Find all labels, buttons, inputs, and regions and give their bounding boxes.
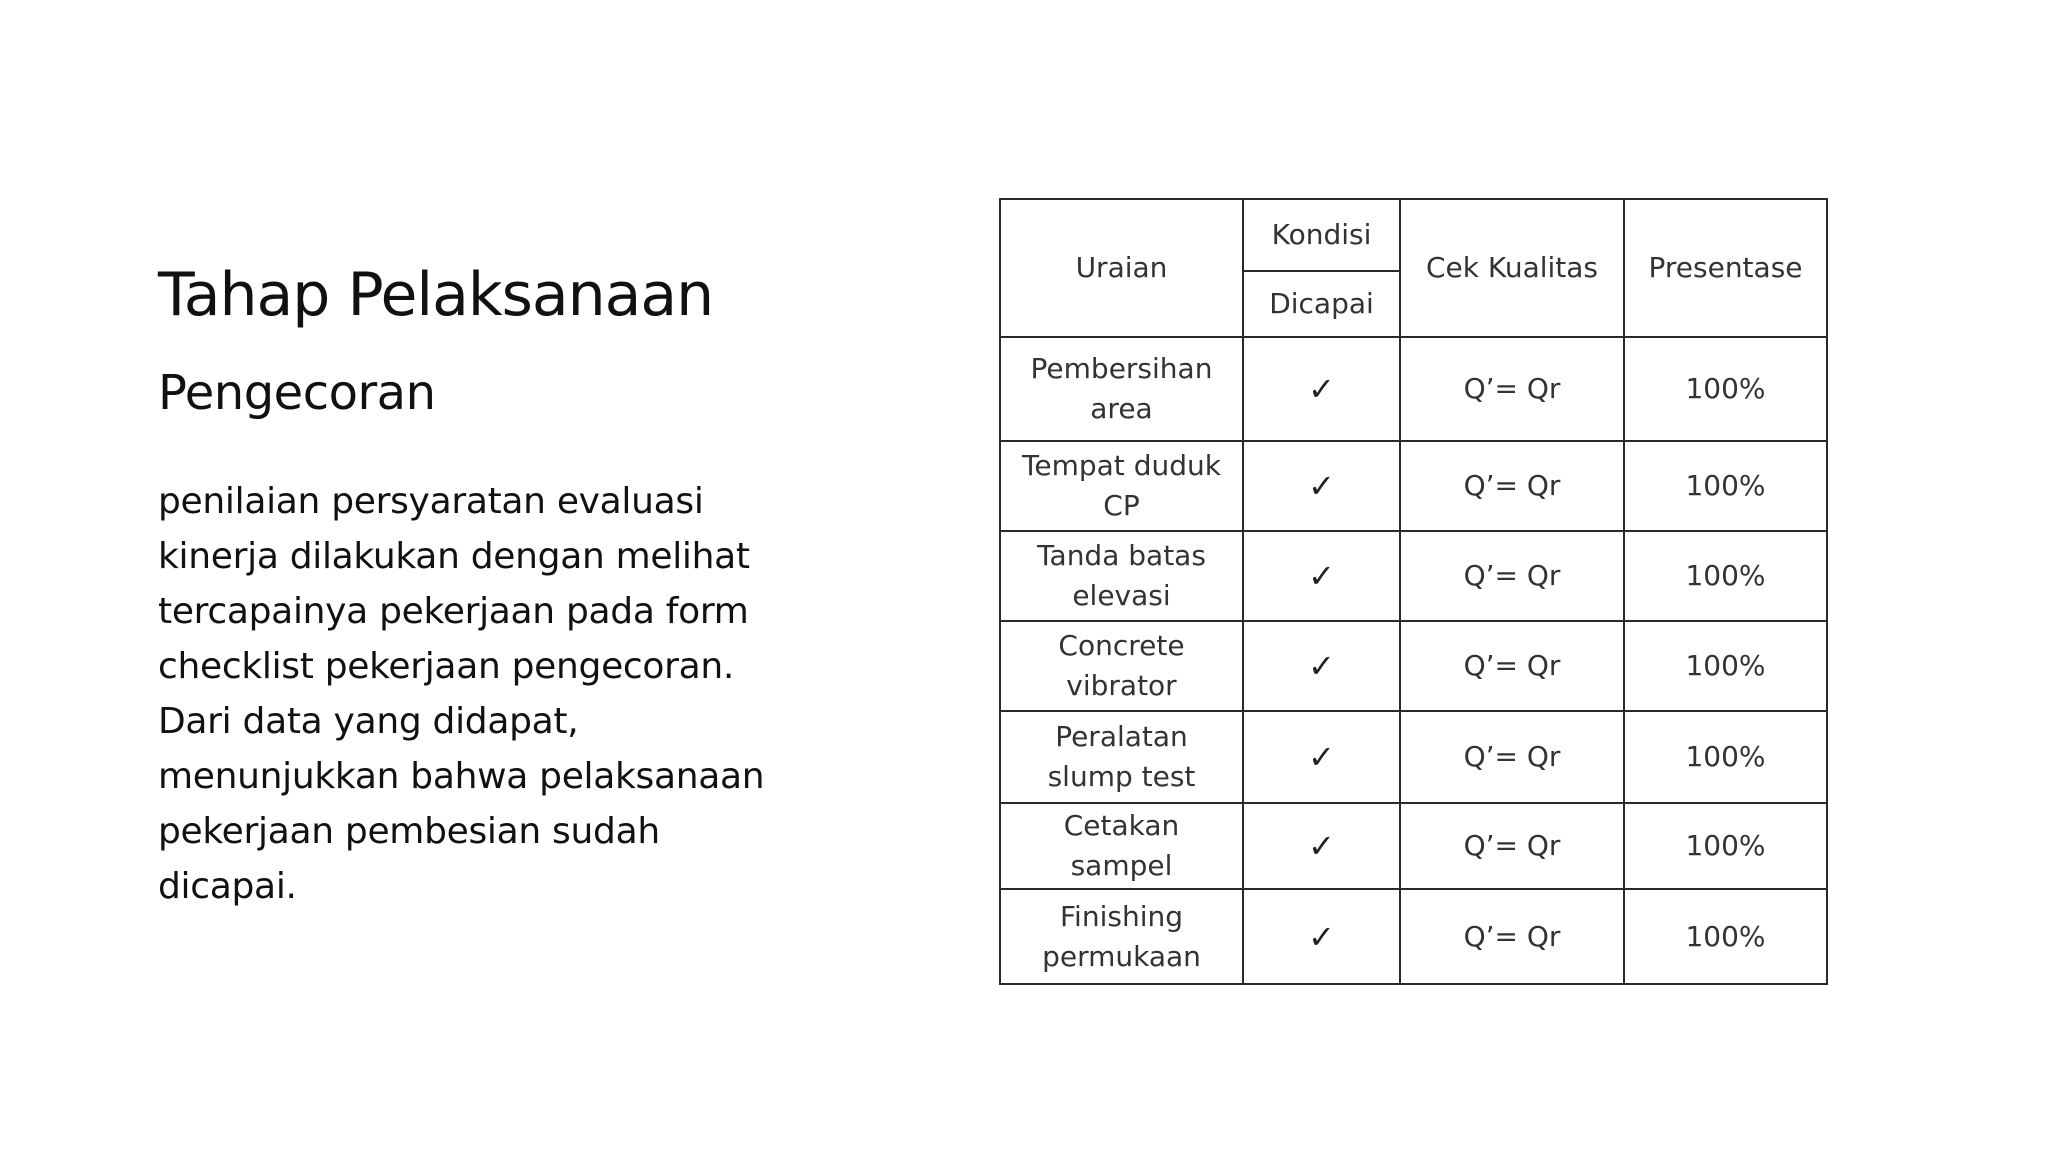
slide-title: Tahap Pelaksanaan xyxy=(158,260,714,330)
cell-uraian xyxy=(1000,889,1243,984)
uraian-line: sampel xyxy=(1070,849,1173,882)
header-dicapai: Dicapai xyxy=(1243,271,1400,337)
uraian-line: Finishing xyxy=(1059,899,1183,933)
body-line: kinerja dilakukan dengan melihat xyxy=(158,536,750,577)
table-row xyxy=(1000,337,1827,441)
cell-presentase: 100% xyxy=(1624,531,1827,621)
cell-presentase: 100% xyxy=(1624,889,1827,984)
table-row xyxy=(1000,889,1827,984)
body-line: penilaian persyaratan evaluasi xyxy=(158,481,704,522)
uraian-line: Pembersihan xyxy=(1030,352,1213,385)
header-kondisi: Kondisi xyxy=(1243,199,1400,271)
body-line: tercapainya pekerjaan pada form xyxy=(158,591,749,632)
cell-cek-kualitas: Q’= Qr xyxy=(1400,621,1624,711)
table-row xyxy=(1000,621,1827,711)
uraian-line: vibrator xyxy=(1066,669,1177,702)
table-row xyxy=(1000,803,1827,889)
cell-presentase: 100% xyxy=(1624,803,1827,889)
uraian-line: Tanda batas xyxy=(1037,539,1206,572)
cell-cek-kualitas: Q’= Qr xyxy=(1400,337,1624,441)
checklist-table xyxy=(999,198,1828,985)
cell-cek-kualitas: Q’= Qr xyxy=(1400,803,1624,889)
cell-cek-kualitas: Q’= Qr xyxy=(1400,711,1624,803)
header-presentase: Presentase xyxy=(1624,199,1827,337)
uraian-line: CP xyxy=(1103,489,1140,522)
table-row xyxy=(1000,711,1827,803)
cell-uraian xyxy=(1000,711,1243,803)
cell-uraian xyxy=(1000,441,1243,531)
table-row xyxy=(1000,441,1827,531)
uraian-line: Tempat duduk xyxy=(1022,449,1221,482)
cell-presentase: 100% xyxy=(1624,337,1827,441)
body-line: Dari data yang didapat, xyxy=(158,701,579,742)
cell-uraian xyxy=(1000,803,1243,889)
check-icon: ✓ xyxy=(1243,441,1400,531)
cell-uraian xyxy=(1000,621,1243,711)
cell-uraian xyxy=(1000,531,1243,621)
uraian-line: elevasi xyxy=(1072,579,1171,612)
cell-cek-kualitas: Q’= Qr xyxy=(1400,531,1624,621)
check-icon: ✓ xyxy=(1243,621,1400,711)
cell-cek-kualitas: Q’= Qr xyxy=(1400,889,1624,984)
uraian-line: Concrete xyxy=(1058,629,1185,662)
body-line: dicapai. xyxy=(158,866,297,907)
check-icon: ✓ xyxy=(1243,531,1400,621)
uraian-line: Peralatan xyxy=(1055,720,1188,753)
uraian-line: slump test xyxy=(1047,760,1196,793)
check-icon: ✓ xyxy=(1243,889,1400,984)
uraian-line: Cetakan xyxy=(1063,809,1180,842)
cell-presentase: 100% xyxy=(1624,711,1827,803)
check-icon: ✓ xyxy=(1243,711,1400,803)
slide-subtitle: Pengecoran xyxy=(158,365,436,421)
table-row xyxy=(1000,531,1827,621)
cell-cek-kualitas: Q’= Qr xyxy=(1400,441,1624,531)
header-cek-kualitas: Cek Kualitas xyxy=(1400,199,1624,337)
body-line: pekerjaan pembesian sudah xyxy=(158,811,660,852)
cell-presentase: 100% xyxy=(1624,441,1827,531)
header-uraian: Uraian xyxy=(1000,199,1243,337)
body-line: menunjukkan bahwa pelaksanaan xyxy=(158,756,765,797)
cell-uraian xyxy=(1000,337,1243,441)
cell-presentase: 100% xyxy=(1624,621,1827,711)
body-paragraph xyxy=(158,474,798,914)
uraian-line: permukaan xyxy=(1042,939,1201,973)
table-header-row xyxy=(1000,199,1827,271)
check-icon: ✓ xyxy=(1243,337,1400,441)
uraian-line: area xyxy=(1090,392,1153,425)
body-line: checklist pekerjaan pengecoran. xyxy=(158,646,735,687)
check-icon: ✓ xyxy=(1243,803,1400,889)
